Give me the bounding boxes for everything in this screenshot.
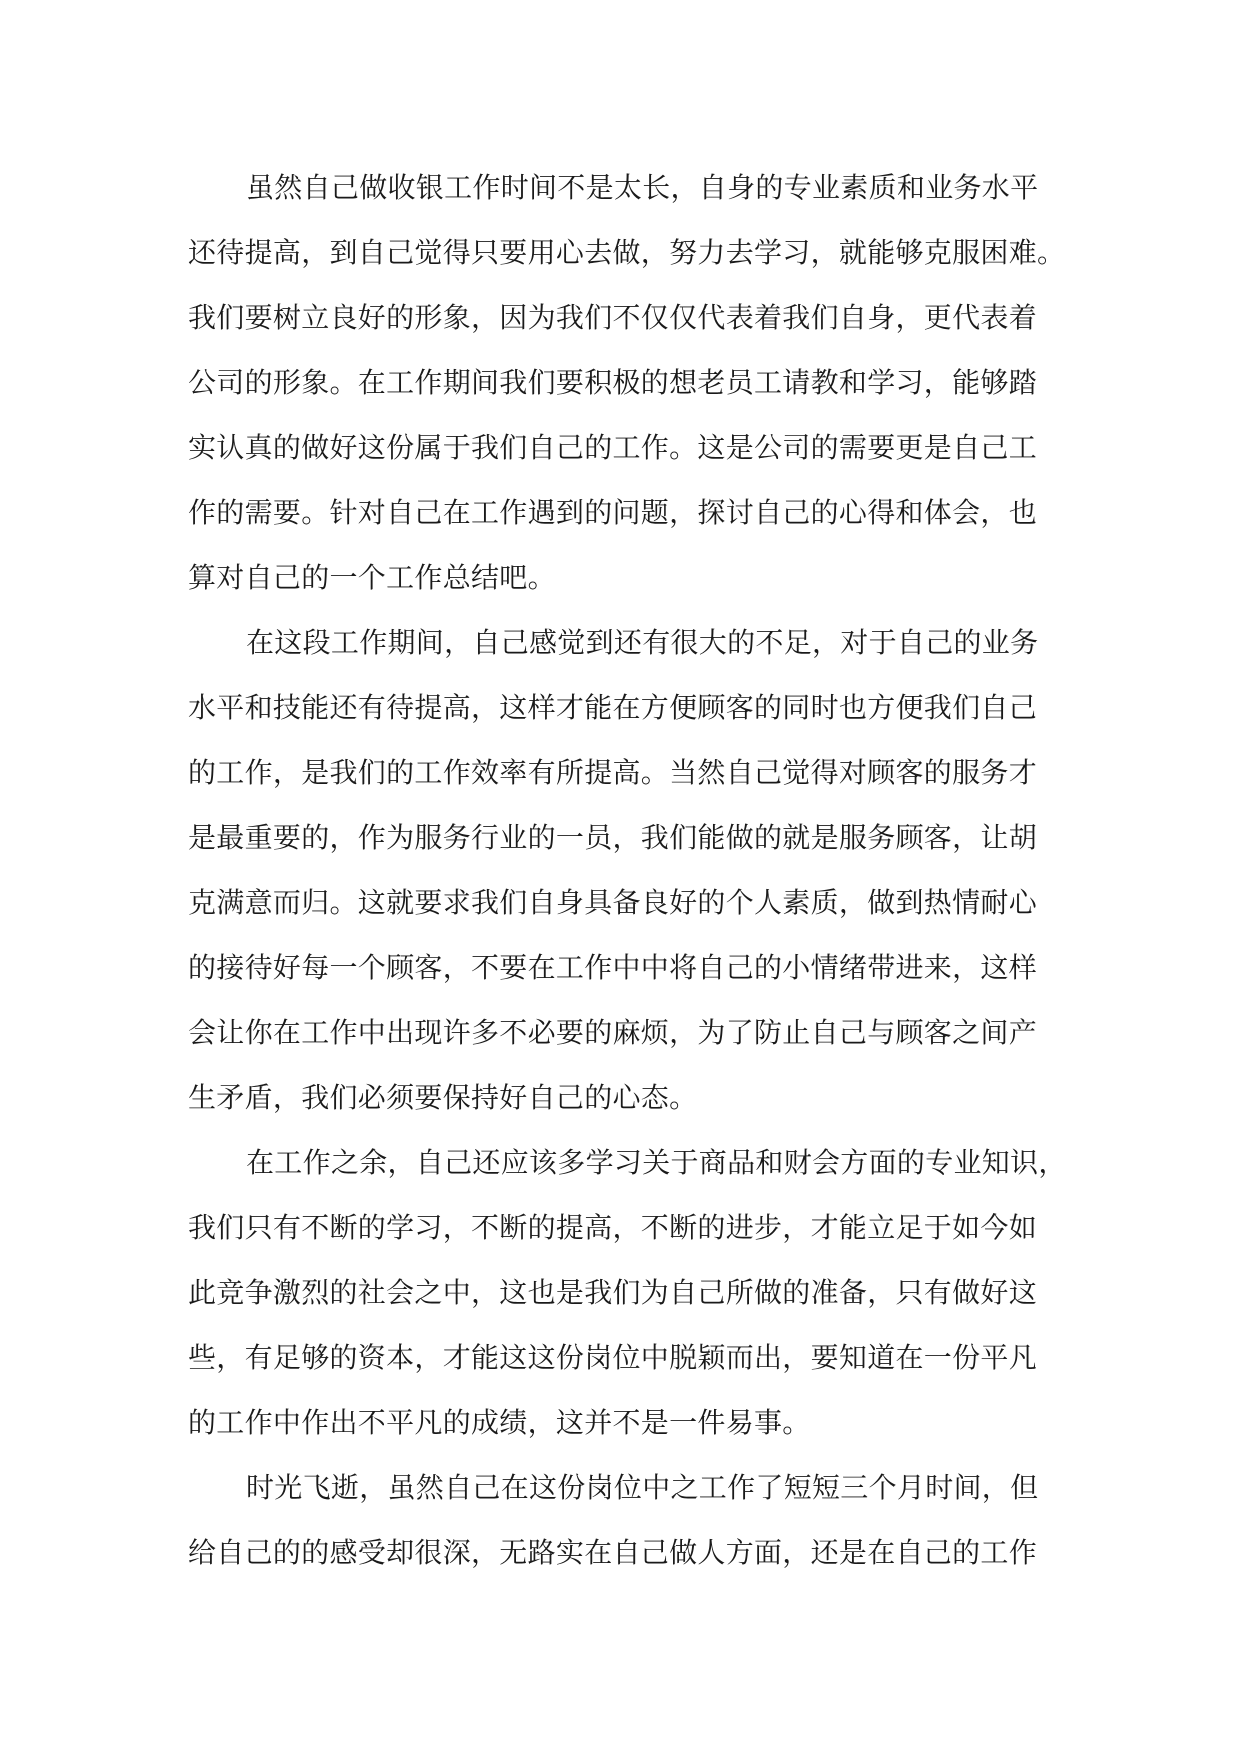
text-line: 公司的形象。在工作期间我们要积极的想老员工请教和学习，能够踏 <box>188 366 1038 399</box>
paragraph-2 <box>188 610 1068 1130</box>
text-line: 时光飞逝，虽然自己在这份岗位中之工作了短短三个月时间，但 <box>246 1471 1039 1504</box>
text-line: 我们要树立良好的形象，因为我们不仅仅代表着我们自身，更代表着 <box>188 301 1038 334</box>
paragraph-1 <box>188 155 1068 610</box>
text-line: 的工作，是我们的工作效率有所提高。当然自己觉得对顾客的服务才 <box>188 756 1038 789</box>
text-line: 会让你在工作中出现许多不必要的麻烦，为了防止自己与顾客之间产 <box>188 1016 1038 1049</box>
text-line: 虽然自己做收银工作时间不是太长，自身的专业素质和业务水平 <box>246 171 1039 204</box>
text-line: 水平和技能还有待提高，这样才能在方便顾客的同时也方便我们自己 <box>188 691 1038 724</box>
paragraph-4 <box>188 1455 1068 1585</box>
text-line: 些，有足够的资本，才能这这份岗位中脱颖而出，要知道在一份平凡 <box>188 1341 1038 1374</box>
text-line: 我们只有不断的学习，不断的提高，不断的进步，才能立足于如今如 <box>188 1211 1038 1244</box>
text-line: 的工作中作出不平凡的成绩，这并不是一件易事。 <box>188 1406 811 1439</box>
paragraph-3 <box>188 1130 1068 1455</box>
text-line: 作的需要。针对自己在工作遇到的问题，探讨自己的心得和体会，也 <box>188 496 1038 529</box>
text-line: 算对自己的一个工作总结吧。 <box>188 561 556 594</box>
text-line: 给自己的的感受却很深，无路实在自己做人方面，还是在自己的工作 <box>188 1536 1038 1569</box>
text-line: 此竞争激烈的社会之中，这也是我们为自己所做的准备，只有做好这 <box>188 1276 1038 1309</box>
text-line: 的接待好每一个顾客，不要在工作中中将自己的小情绪带进来，这样 <box>188 951 1038 984</box>
text-line: 在这段工作期间，自己感觉到还有很大的不足，对于自己的业务 <box>246 626 1039 659</box>
text-line: 生矛盾，我们必须要保持好自己的心态。 <box>188 1081 698 1114</box>
text-line: 实认真的做好这份属于我们自己的工作。这是公司的需要更是自己工 <box>188 431 1038 464</box>
text-line: 克满意而归。这就要求我们自身具备良好的个人素质，做到热情耐心 <box>188 886 1038 919</box>
text-line: 还待提高，到自己觉得只要用心去做，努力去学习，就能够克服困难。 <box>188 236 1066 269</box>
text-line: 是最重要的，作为服务行业的一员，我们能做的就是服务顾客，让胡 <box>188 821 1038 854</box>
text-line: 在工作之余，自己还应该多学习关于商品和财会方面的专业知识， <box>246 1146 1067 1179</box>
document-body <box>188 155 1068 1585</box>
